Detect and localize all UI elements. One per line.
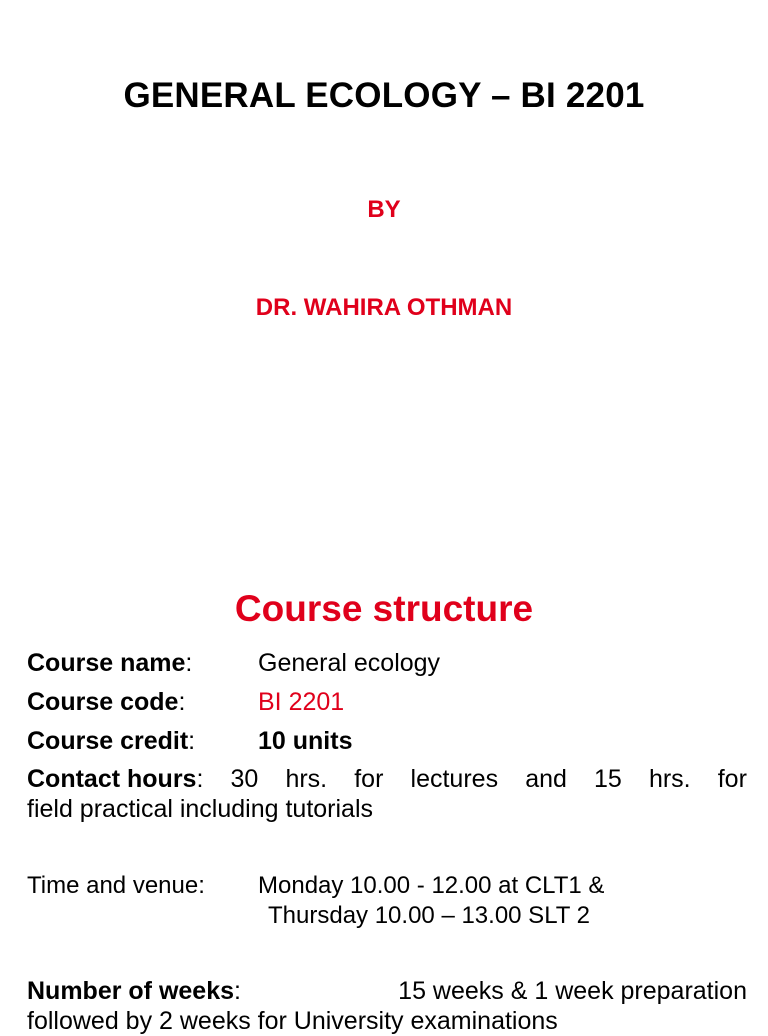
course-code-value: BI 2201 bbox=[258, 688, 345, 716]
number-of-weeks-continuation: followed by 2 weeks for University examinations bbox=[27, 1007, 558, 1035]
course-name-value: General ecology bbox=[258, 649, 441, 677]
contact-hours-line bbox=[27, 764, 747, 794]
course-code-label: Course code bbox=[27, 688, 179, 716]
course-name-colon: : bbox=[185, 649, 193, 677]
course-name-label: Course name bbox=[27, 649, 186, 677]
section-title: Course structure bbox=[234, 588, 534, 629]
course-code-colon: : bbox=[178, 688, 186, 716]
course-credit-label: Course credit bbox=[27, 727, 189, 755]
number-of-weeks-block bbox=[27, 976, 747, 1036]
by-line: BY bbox=[367, 196, 401, 223]
contact-hours-word: for bbox=[717, 765, 747, 793]
number-of-weeks-value: 15 weeks & 1 week preparation bbox=[398, 977, 747, 1005]
author-name: DR. WAHIRA OTHMAN bbox=[255, 294, 513, 321]
contact-hours-label: Contact hours bbox=[27, 765, 197, 793]
time-venue-block bbox=[27, 871, 605, 929]
contact-hours-colon: : bbox=[196, 765, 204, 793]
course-credit-value: 10 units bbox=[258, 727, 353, 755]
main-title: GENERAL ECOLOGY – BI 2201 bbox=[123, 76, 645, 115]
contact-hours-word: lectures bbox=[410, 765, 499, 793]
contact-hours-word: hrs. bbox=[285, 765, 328, 793]
time-venue-line-2: Thursday 10.00 – 13.00 SLT 2 bbox=[268, 902, 590, 929]
number-of-weeks-colon: : bbox=[234, 977, 241, 1005]
contact-hours-word: hrs. bbox=[648, 765, 691, 793]
number-of-weeks-label: Number of weeks bbox=[27, 977, 235, 1005]
contact-hours-word: and bbox=[525, 765, 567, 793]
contact-hours-heading bbox=[27, 764, 203, 794]
course-structure-slide bbox=[0, 560, 768, 1035]
course-code-row bbox=[27, 687, 345, 717]
contact-hours-word: for bbox=[354, 765, 384, 793]
number-of-weeks-heading bbox=[27, 976, 241, 1006]
contact-hours-word: 30 bbox=[230, 765, 259, 793]
contact-hours-block bbox=[27, 764, 747, 824]
course-credit-colon: : bbox=[188, 727, 196, 755]
contact-hours-continuation: field practical including tutorials bbox=[27, 795, 374, 823]
course-name-row bbox=[27, 648, 441, 678]
contact-hours-word: 15 bbox=[594, 765, 622, 793]
time-venue-label: Time and venue: bbox=[27, 872, 205, 899]
time-venue-line-1: Monday 10.00 - 12.00 at CLT1 & bbox=[258, 872, 605, 899]
number-of-weeks-line bbox=[27, 976, 747, 1006]
course-credit-row bbox=[27, 726, 353, 756]
